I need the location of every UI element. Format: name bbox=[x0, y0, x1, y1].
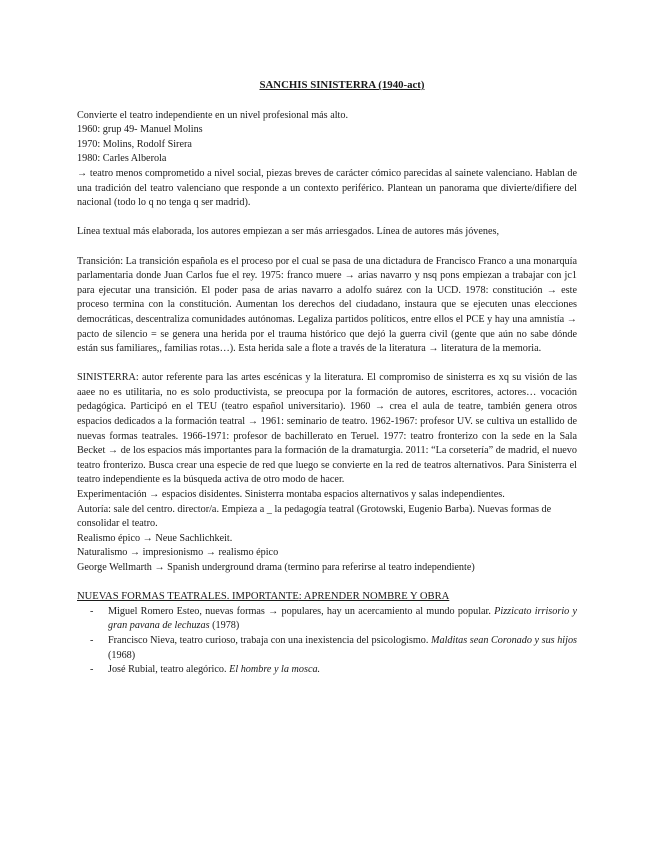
intro-line: 1980: Carles Alberola bbox=[77, 153, 167, 165]
sinisterra-paragraph: SINISTERRA: autor referente para las artes escénicas y la literatura. El compromiso de sinisterra es xq su visión de las aaee no es utilitaria, no es solo productivista, se preocupa por la formación de autores, escritores, actores… vocación pedagógica. Participó en el TEU (teatro español universitario). 1960 → crea el aula de teatre, también genera otros espacios dedicados a la formación teatral → 1961: seminario de teatro. 1962-1967: profesor UV. se cultiva un estallido de nuevas formas teatrales. 1966-1971: profesor de bachillerato en Teruel. 1977: teatro fronterizo con la sede en la Sala Becket → de los espacios más importantes para la formación de la dramaturgia. 2011: “La corsetería” de madrid, el nuevo teatro fronterizo. Busca crear una especie de red que luego se convierte en la red de teatros alternativos. Para Sinisterra el teatro independiente es la búsqueda activa de otro modo de hacer. bbox=[77, 372, 577, 486]
linea-paragraph: Línea textual más elaborada, los autores empiezan a ser más arriesgados. Línea de autores más jóvenes, bbox=[77, 226, 500, 238]
autoria-line: Autoría: sale del centro. director/a. Empieza a _ la pedagogía teatral (Grotowski, Eugenio Barba). Nuevas formas de consolidar el teatro. bbox=[77, 503, 552, 530]
spacer bbox=[77, 240, 577, 255]
work-title: Malditas sean Coronado y sus hijos bbox=[430, 634, 578, 646]
wellmarth-line: George Wellmarth → Spanish underground drama (termino para referirse al teatro independiente) bbox=[77, 562, 475, 573]
list-item-text: José Rubial, teatro alegórico. bbox=[108, 664, 227, 676]
spacer bbox=[77, 357, 577, 372]
nuevas-formas-list bbox=[77, 605, 577, 678]
section-heading bbox=[77, 590, 577, 605]
spacer bbox=[77, 576, 577, 591]
list-item bbox=[77, 634, 577, 663]
work-title: Pizzicato irrisorio y gran pavana de lechuzas bbox=[108, 605, 577, 632]
intro-paragraph: → teatro menos comprometido a nivel social, piezas breves de carácter cómico parecidas al sainete valenciano. Hablan de una tradición del teatro valenciano que responde a un contexto periférico. Plantean un panorama que divierte/difiere del nacional (todo lo q no tenga q ser madrid). bbox=[77, 167, 577, 209]
document-body bbox=[77, 78, 577, 678]
work-title: El hombre y la mosca. bbox=[229, 664, 321, 676]
section-heading-rest: : APRENDER NOMBRE Y OBRA bbox=[298, 591, 450, 603]
realismo-line: Realismo épico → Neue Sachlichkeit. bbox=[77, 532, 233, 544]
experimentacion-line: Experimentación → espacios disidentes. Sinisterra montaba espacios alternativos y salas independientes. bbox=[77, 489, 505, 501]
list-item bbox=[77, 663, 577, 678]
intro-line: Convierte el teatro independiente en un nivel profesional más alto. bbox=[77, 109, 349, 121]
naturalismo-line: Naturalismo → impresionismo → realismo épico bbox=[77, 547, 279, 559]
page-title: SANCHIS SINISTERRA (1940-act) bbox=[259, 79, 425, 91]
transicion-paragraph: Transición: La transición española es el proceso por el cual se pasa de una dictadura de Francisco Franco a una monarquía parlamentaria donde Juan Carlos fue el rey. 1975: franco muere → arias navarro y nsq pons empiezan a trabajar con jc1 para ejecutar una transición. El poder pasa de arias navarro a adolfo suárez con la UCD. 1978: constitución → este proceso termina con la constitución. Aumentan los derechos del ciudadano, instaura que se ejecuten unas elecciones democráticas, descentraliza comunidades autónomas. Legaliza partidos políticos, entre ellos el PCE y hay una amnistía → pacto de silencio = se genera una herida por el trauma histórico que dejó la guerra civil (gente que aún no sabe dónde están sus familiares,, familias rotas…). Esta herida sale a flote a través de la literatura → literatura de la memoria. bbox=[77, 255, 577, 355]
list-item-text: Miguel Romero Esteo, nuevas formas → populares, hay un acercamiento al mundo popular. bbox=[108, 605, 491, 617]
section-heading-underlined: NUEVAS FORMAS TEATRALES. IMPORTANTE bbox=[77, 591, 299, 603]
list-item bbox=[77, 605, 577, 634]
work-year: (1978) bbox=[209, 620, 240, 632]
intro-line: 1960: grup 49- Manuel Molins bbox=[77, 124, 203, 136]
intro-line: 1970: Molins, Rodolf Sirera bbox=[77, 138, 192, 150]
list-item-text: Francisco Nieva, teatro curioso, trabaja con una inexistencia del psicologismo. bbox=[108, 634, 429, 646]
spacer bbox=[77, 211, 577, 226]
work-year: (1968) bbox=[108, 649, 136, 661]
